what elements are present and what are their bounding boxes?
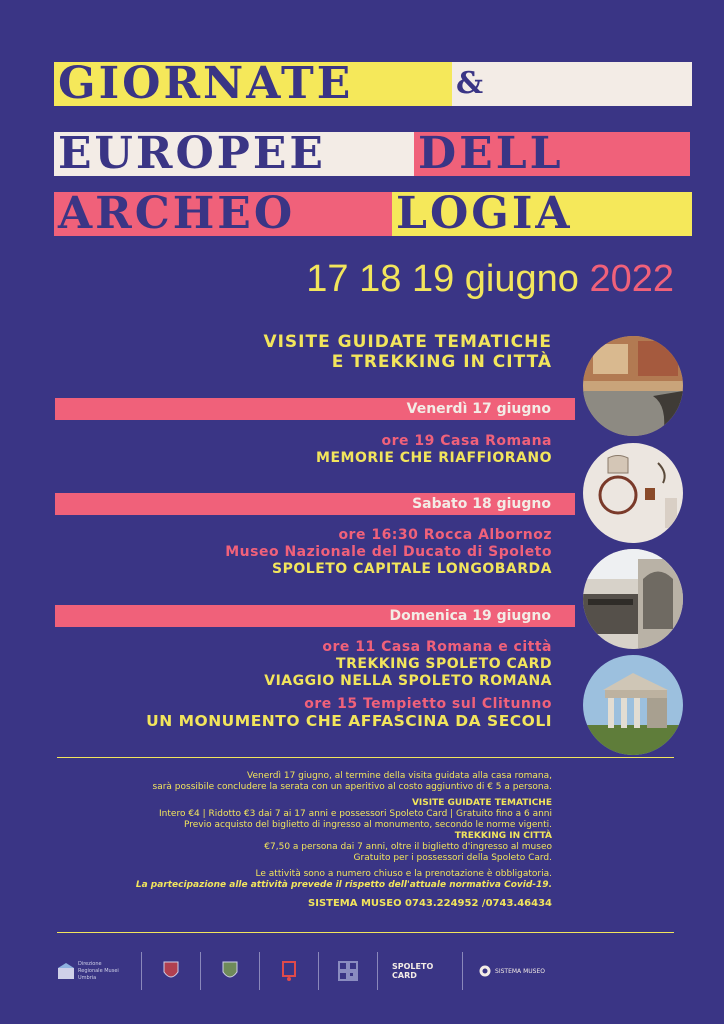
logo-separator — [318, 952, 319, 990]
photo-rocca-albornoz — [583, 549, 683, 649]
photo-casa-romana-fresco — [583, 336, 683, 436]
prices-heading-trekking: TREKKING IN CITTÀ — [454, 831, 552, 841]
event-saturday — [225, 527, 552, 578]
event-days: 17 18 19 giugno — [306, 258, 579, 300]
partner-logos — [57, 948, 674, 994]
subheading — [263, 332, 552, 372]
subheading-line-1: VISITE GUIDATE TEMATICHE — [263, 332, 552, 352]
logo-qr — [333, 951, 363, 991]
event-sunday-1-title-1: TREKKING SPOLETO CARD — [336, 656, 552, 672]
event-saturday-title: SPOLETO CAPITALE LONGOBARDA — [272, 561, 552, 577]
title-word-archeo: ARCHEO — [54, 192, 392, 236]
coat-of-arms-icon — [163, 960, 179, 982]
title-row-3 — [54, 192, 692, 236]
prices-visits-2: Previo acquisto del biglietto di ingresso al monumento, secondo le norme vigenti. — [183, 820, 552, 830]
title-row-2 — [54, 132, 690, 176]
covid-note: La partecipazione alle attività prevede il rispetto dell'attuale normativa Covid-19. — [135, 880, 552, 890]
prices-visits-1: Intero €4 | Ridotto €3 dai 7 ai 17 anni e possessori Spoleto Card | Gratuito fino a 6 anni — [159, 809, 552, 819]
photo-longobard-artifacts — [583, 443, 683, 543]
prices-heading-visits: VISITE GUIDATE TEMATICHE — [411, 798, 552, 808]
event-saturday-place: Museo Nazionale del Ducato di Spoleto — [225, 544, 552, 560]
title-word-giornate: GIORNATE — [54, 62, 452, 106]
logo-crest-1 — [156, 951, 186, 991]
qr-code-icon — [338, 961, 358, 981]
logo-separator — [141, 952, 142, 990]
fine-print — [12, 771, 552, 909]
title-ornament: & — [452, 62, 692, 106]
prices-trekking-2: Gratuito per i possessori della Spoleto Card. — [353, 853, 552, 863]
logo-separator — [377, 952, 378, 990]
day-bar-sunday: Domenica 19 giugno — [55, 605, 575, 627]
event-year: 2022 — [589, 258, 674, 300]
note-line-2: sarà possibile concludere la serata con un aperitivo al costo aggiuntivo di € 5 a persona. — [152, 782, 552, 792]
event-sunday-2-title: UN MONUMENTO CHE AFFASCINA DA SECOLI — [146, 712, 552, 730]
title-row-1 — [54, 62, 692, 106]
event-sunday-1-title-2: VIAGGIO NELLA SPOLETO ROMANA — [264, 673, 552, 689]
event-friday-time: ore 19 Casa Romana — [381, 433, 552, 449]
event-friday — [316, 433, 552, 467]
subheading-line-2: E TREKKING IN CITTÀ — [331, 352, 552, 372]
event-sunday-1-time: ore 11 Casa Romana e città — [322, 639, 552, 655]
sistema-museo-icon — [479, 965, 491, 977]
event-sunday-2 — [146, 696, 552, 730]
prices-trekking-1: €7,50 a persona dai 7 anni, oltre il biglietto d'ingresso al museo — [264, 842, 552, 852]
logo-separator — [462, 952, 463, 990]
event-dates — [306, 258, 674, 301]
photo-tempietto-clitunno — [583, 655, 683, 755]
title-word-dell: DELL — [414, 132, 690, 176]
event-sunday-1 — [264, 639, 552, 690]
divider-bottom — [57, 932, 674, 933]
event-saturday-time: ore 16:30 Rocca Albornoz — [338, 527, 552, 543]
logo-direzione-musei: Direzione Regionale Musei Umbria — [57, 951, 127, 991]
logo-separator — [259, 952, 260, 990]
booking-note: Le attività sono a numero chiuso e la prenotazione è obbligatoria. — [255, 869, 552, 879]
logo-crest-2 — [215, 951, 245, 991]
logo-separator — [200, 952, 201, 990]
title-word-europee: EUROPEE — [54, 132, 414, 176]
event-friday-title: MEMORIE CHE RIAFFIORANO — [316, 450, 552, 466]
note-line-1: Venerdì 17 giugno, al termine della visita guidata alla casa romana, — [247, 771, 552, 781]
title-word-logia: LOGIA — [392, 192, 692, 236]
logo-museum-mark — [274, 951, 304, 991]
event-sunday-2-time: ore 15 Tempietto sul Clitunno — [304, 696, 552, 712]
logo-sistema-museo: SISTEMA MUSEO — [477, 951, 547, 991]
day-bar-friday: Venerdì 17 giugno — [55, 398, 575, 420]
museum-icon — [57, 962, 75, 980]
museum-mark-icon — [281, 960, 297, 982]
coat-of-arms-icon — [222, 960, 238, 982]
contact-phone: SISTEMA MUSEO 0743.224952 /0743.46434 — [308, 898, 552, 909]
day-bar-saturday: Sabato 18 giugno — [55, 493, 575, 515]
divider-top — [57, 757, 674, 758]
logo-spoleto-card: SPOLETO CARD — [392, 962, 434, 980]
